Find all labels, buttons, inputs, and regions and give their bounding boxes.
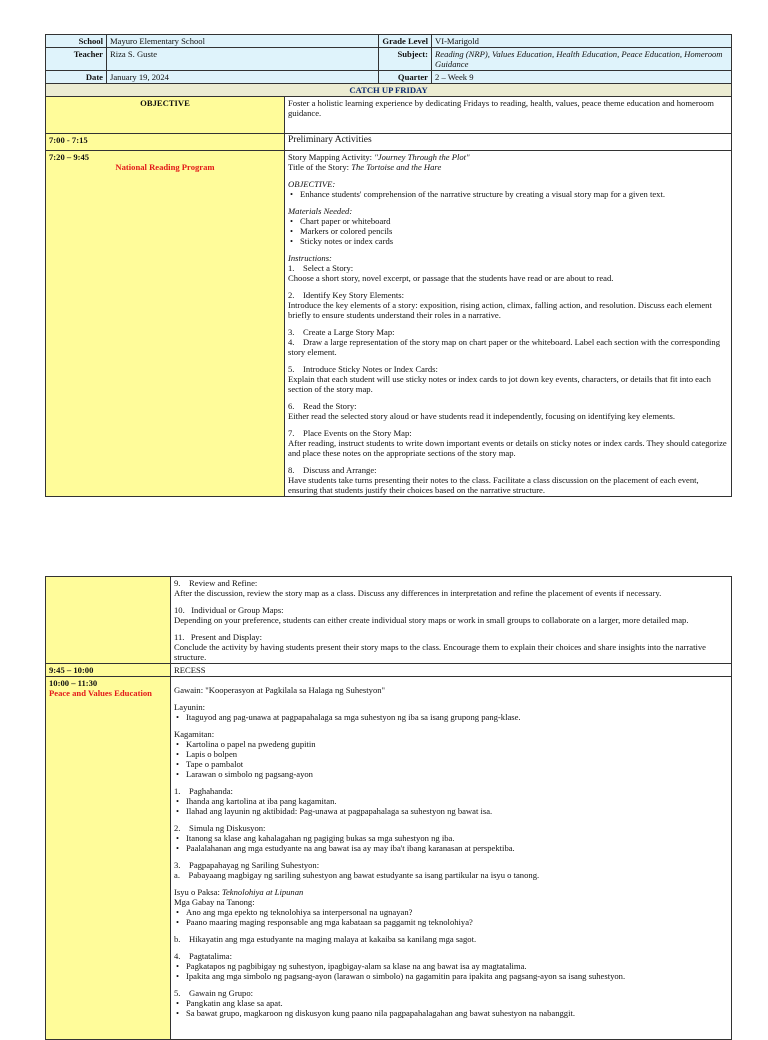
header-row-teacher	[46, 48, 732, 71]
school-name: Mayuro Elementary School	[107, 35, 379, 48]
step5-list	[174, 998, 728, 1018]
step-heading: 11. Present and Display:	[174, 632, 262, 642]
step-body: Depending on your preference, students can either create individual story maps or work in small groups to collaborate on a larger, more detailed map.	[174, 615, 689, 625]
step1-head: 1. Paghahanda:	[174, 786, 233, 796]
step-heading: 1. Select a Story:	[288, 263, 354, 273]
grade-level-label: Grade Level	[379, 35, 432, 48]
objective-text: Foster a holistic learning experience by dedicating Fridays to reading, health, values, peace theme education and homeroom guidance.	[285, 97, 732, 134]
list-item: • Paano maaring maging responsable ang mga kabataan sa paggamit ng teknolohiya?	[174, 917, 728, 927]
materials-list	[288, 216, 728, 246]
list-item: • Lapis o bolpen	[174, 749, 728, 759]
step3-b: b. Hikayatin ang mga estudyante na maging malaya at kakaiba sa kanilang mga sagot.	[174, 934, 477, 944]
materials-label: Materials Needed:	[288, 206, 353, 216]
teacher-label: Teacher	[46, 48, 107, 71]
isyu-prefix: Isyu o Paksa:	[174, 887, 222, 897]
objective-label: OBJECTIVE	[46, 97, 285, 134]
nrp-objective-item: • Enhance students' comprehension of the narrative structure by creating a visual story map for a given text.	[288, 189, 728, 199]
preliminary-text: Preliminary Activities	[285, 134, 732, 151]
teacher-name: Riza S. Guste	[107, 48, 379, 71]
values-row	[46, 677, 732, 1040]
gawain-title: Gawain: "Kooperasyon at Pagkilala sa Halaga ng Suhestyon"	[174, 685, 386, 695]
layunin-label: Layunin:	[174, 702, 206, 712]
quarter-label: Quarter	[379, 71, 432, 84]
preliminary-row	[46, 134, 732, 151]
list-item: • Larawan o simbolo ng pagsang-ayon	[174, 769, 728, 779]
step3-head: 3. Pagpapahayag ng Sariling Suhestyon:	[174, 860, 320, 870]
step-body: Conclude the activity by having students present their story maps to the class. Encourage them to explain their choices and share insights into the narrative structure.	[174, 642, 706, 662]
list-item: • Pagkatapos ng pagbibigay ng suhestyon, ipagbigay-alam sa klase na ang bawat isa ay magtatalima.	[174, 961, 728, 971]
nrp-continued-row	[46, 577, 732, 664]
date-value: January 19, 2024	[107, 71, 379, 84]
lesson-plan-table-page-1	[45, 34, 732, 497]
step-heading: 9. Review and Refine:	[174, 578, 258, 588]
lesson-plan-table-page-2	[45, 576, 732, 1040]
step2-head: 2. Simula ng Diskusyon:	[174, 823, 266, 833]
list-item: • Ihanda ang kartolina at iba pang kagamitan.	[174, 796, 728, 806]
kagamitan-label: Kagamitan:	[174, 729, 215, 739]
step2-list	[174, 833, 728, 853]
header-row-date	[46, 71, 732, 84]
nrp-continued-time-cell	[46, 577, 171, 664]
step-heading: 10. Individual or Group Maps:	[174, 605, 284, 615]
list-item: • Pangkatin ang klase sa apat.	[174, 998, 728, 1008]
step1-list	[174, 796, 728, 816]
values-label: Peace and Values Education	[49, 688, 152, 698]
nrp-row	[46, 151, 732, 497]
nrp-program-label: National Reading Program	[115, 162, 215, 172]
nrp-continued-content	[171, 577, 732, 664]
title-row	[46, 84, 732, 97]
instructions-label: Instructions:	[288, 253, 332, 263]
recess-time: 9:45 – 10:00	[46, 664, 171, 677]
values-content	[171, 677, 732, 1040]
list-item: • Ano ang mga epekto ng teknolohiya sa interpersonal na ugnayan?	[174, 907, 728, 917]
step-body: Choose a short story, novel excerpt, or passage that the students have read or are about to read.	[288, 273, 614, 283]
nrp-time-cell	[46, 151, 285, 497]
nrp-time: 7:20 – 9:45	[49, 152, 90, 162]
step-body: 4. Draw a large representation of the story map on chart paper or the whiteboard. Label each section with the corresponding story element.	[288, 337, 720, 357]
kagamitan-list	[174, 739, 728, 779]
values-time-cell	[46, 677, 171, 1040]
list-item: • Tape o pambalot	[174, 759, 728, 769]
instruction-steps	[288, 263, 728, 495]
story-line	[288, 162, 728, 172]
step-heading: 7. Place Events on the Story Map:	[288, 428, 412, 438]
recess-row	[46, 664, 732, 677]
layunin-item: • Itaguyod ang pag-unawa at pagpapahalaga sa mga suhestyon ng iba sa isang grupong pang-klase.	[174, 712, 728, 722]
activity-line	[288, 152, 728, 162]
list-item: • Paalalahanan ang mga estudyante na ang bawat isa ay may iba't ibang karanasan at perspektiba.	[174, 843, 728, 853]
step-body: Have students take turns presenting their notes to the class. Facilitate a class discussion on the placement of each event, ensuring that students justify their choices based on the narrative structure.	[288, 475, 699, 495]
step-heading: 3. Create a Large Story Map:	[288, 327, 395, 337]
story-title: The Tortoise and the Hare	[351, 162, 442, 172]
date-label: Date	[46, 71, 107, 84]
step4-list	[174, 961, 728, 981]
step5-head: 5. Gawain ng Grupo:	[174, 988, 254, 998]
list-item: • Ilahad ang layunin ng aktibidad: Pag-unawa at pagpapahalaga sa suhestyon ng bawat isa.	[174, 806, 728, 816]
list-item: • Kartolina o papel na pwedeng gupitin	[174, 739, 728, 749]
material-item: • Sticky notes or index cards	[288, 236, 728, 246]
isyu-topic: Teknolohiya at Lipunan	[221, 887, 304, 897]
school-label: School	[46, 35, 107, 48]
step4-head: 4. Pagtatalima:	[174, 951, 232, 961]
values-time: 10:00 – 11:30	[49, 678, 98, 688]
catch-up-friday-title: CATCH UP FRIDAY	[46, 84, 732, 97]
step-heading: 2. Identify Key Story Elements:	[288, 290, 404, 300]
step-body: Explain that each student will use sticky notes or index cards to jot down key events, characters, or details that fit into each section of the story map.	[288, 374, 711, 394]
material-item: • Chart paper or whiteboard	[288, 216, 728, 226]
step-body: Introduce the key elements of a story: exposition, rising action, climax, falling action, and resolution. Discuss each element briefly to ensure students understand their roles in a narrative.	[288, 300, 712, 320]
activity-title: "Journey Through the Plot"	[374, 152, 470, 162]
gabay-list	[174, 907, 728, 927]
objective-row	[46, 97, 732, 134]
grade-level-value: VI-Marigold	[432, 35, 732, 48]
step-heading: 5. Introduce Sticky Notes or Index Cards:	[288, 364, 438, 374]
step-heading: 8. Discuss and Arrange:	[288, 465, 377, 475]
preliminary-time: 7:00 - 7:15	[46, 134, 285, 151]
step-heading: 6. Read the Story:	[288, 401, 357, 411]
list-item: • Sa bawat grupo, magkaroon ng diskusyon kung paano nila pagpapahalagahan ang bawat suhestyon na nabanggit.	[174, 1008, 728, 1018]
instruction-steps-continued	[174, 578, 728, 662]
step-body: After reading, instruct students to write down important events or details on sticky notes or index cards. They should categorize and place these notes on the appropriate sections of the story map.	[288, 438, 727, 458]
list-item: • Itanong sa klase ang kahalagahan ng pagiging bukas sa mga suhestyon ng iba.	[174, 833, 728, 843]
nrp-content	[285, 151, 732, 497]
quarter-value: 2 – Week 9	[432, 71, 732, 84]
step3-a: a. Pabayaang magbigay ng sariling suhestyon ang bawat estudyante sa isang partikular na isyu o tanong.	[174, 870, 540, 880]
activity-prefix: Story Mapping Activity:	[288, 152, 375, 162]
header-row-school	[46, 35, 732, 48]
list-item: • Ipakita ang mga simbolo ng pagsang-ayon (larawan o simbolo) na gagamitin para ipakita ang pagsang-ayon sa isang suhestyon.	[174, 971, 728, 981]
gabay-label: Mga Gabay na Tanong:	[174, 897, 255, 907]
step-body: After the discussion, review the story map as a class. Discuss any differences in interpretation and refine the placement of events if necessary.	[174, 588, 662, 598]
story-prefix: Title of the Story:	[288, 162, 352, 172]
material-item: • Markers or colored pencils	[288, 226, 728, 236]
recess-text: RECESS	[171, 664, 732, 677]
step-body: Either read the selected story aloud or have students read it independently, focusing on identifying key elements.	[288, 411, 675, 421]
nrp-objective-label: OBJECTIVE:	[288, 179, 336, 189]
subject-value: Reading (NRP), Values Education, Health Education, Peace Education, Homeroom Guidance	[432, 48, 732, 71]
isyu-line	[174, 887, 728, 897]
subject-label: Subject:	[379, 48, 432, 71]
